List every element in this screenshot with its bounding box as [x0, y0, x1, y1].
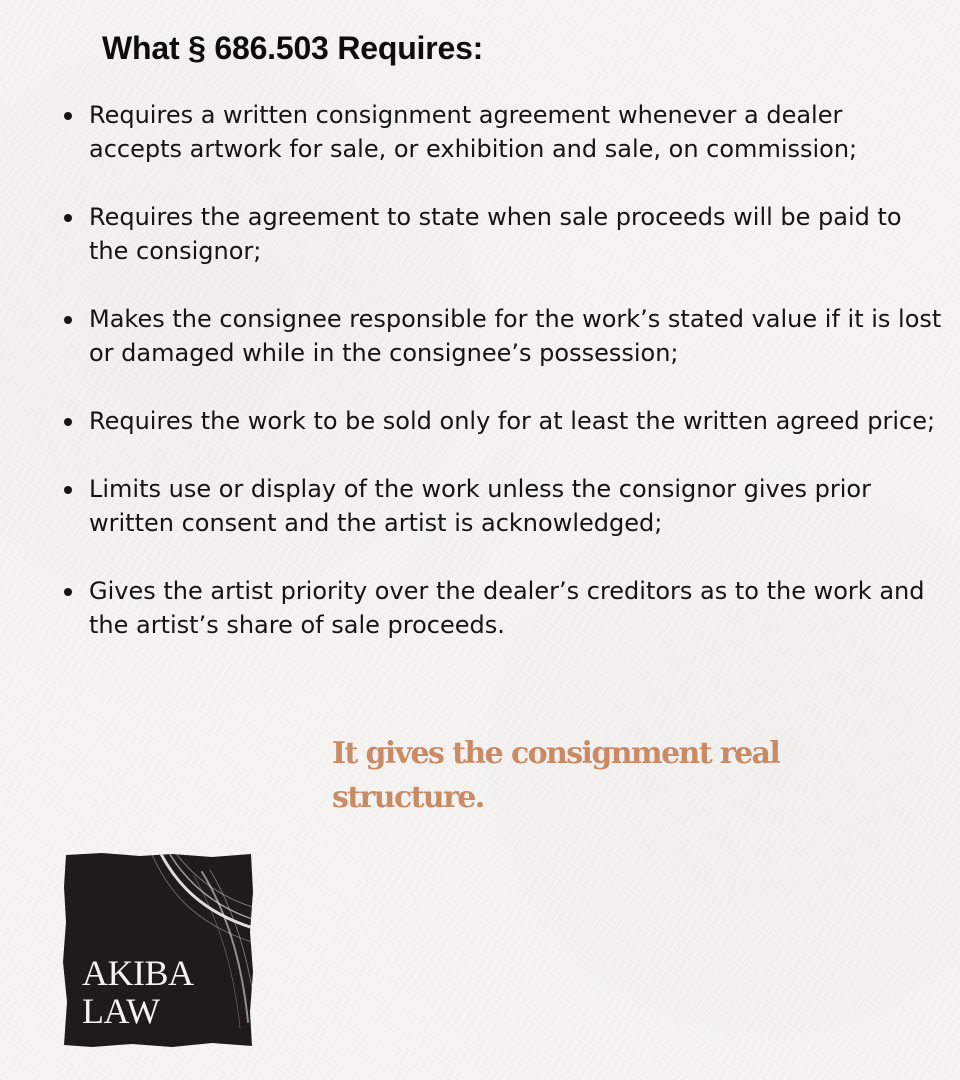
list-item-text: Limits use or display of the work unless the consignor gives prior written consent and the artist is acknowledged;: [89, 475, 871, 537]
bullet-dot-icon: [64, 588, 72, 596]
tagline: It gives the consignment real structure.: [332, 736, 780, 815]
list-item: [62, 98, 942, 166]
bullet-dot-icon: [64, 316, 72, 324]
list-item: [62, 574, 942, 642]
bullet-dot-icon: [64, 418, 72, 426]
list-item: [62, 472, 942, 540]
page-title: What § 686.503 Requires:: [102, 30, 484, 66]
list-item-text: Gives the artist priority over the dealer’s creditors as to the work and the artist’s share of sale proceeds.: [89, 577, 925, 639]
akiba-law-logo: [62, 852, 254, 1048]
list-item: [62, 200, 942, 268]
list-item-text: Requires the agreement to state when sale proceeds will be paid to the consignor;: [89, 203, 902, 265]
list-item-text: Requires the work to be sold only for at least the written agreed price;: [89, 407, 936, 435]
bullet-dot-icon: [64, 486, 72, 494]
logo-wordmark: [82, 954, 194, 1030]
list-item: [62, 302, 942, 370]
list-item-text: Makes the consignee responsible for the work’s stated value if it is lost or damaged while in the consignee’s possession;: [89, 305, 942, 367]
logo-line-1: AKIBA: [82, 953, 194, 993]
bullet-dot-icon: [64, 214, 72, 222]
logo-line-2: LAW: [82, 991, 160, 1031]
requirements-list: [62, 98, 942, 676]
bullet-dot-icon: [64, 112, 72, 120]
list-item: [62, 404, 942, 438]
list-item-text: Requires a written consignment agreement whenever a dealer accepts artwork for sale, or exhibition and sale, on commission;: [89, 101, 858, 163]
